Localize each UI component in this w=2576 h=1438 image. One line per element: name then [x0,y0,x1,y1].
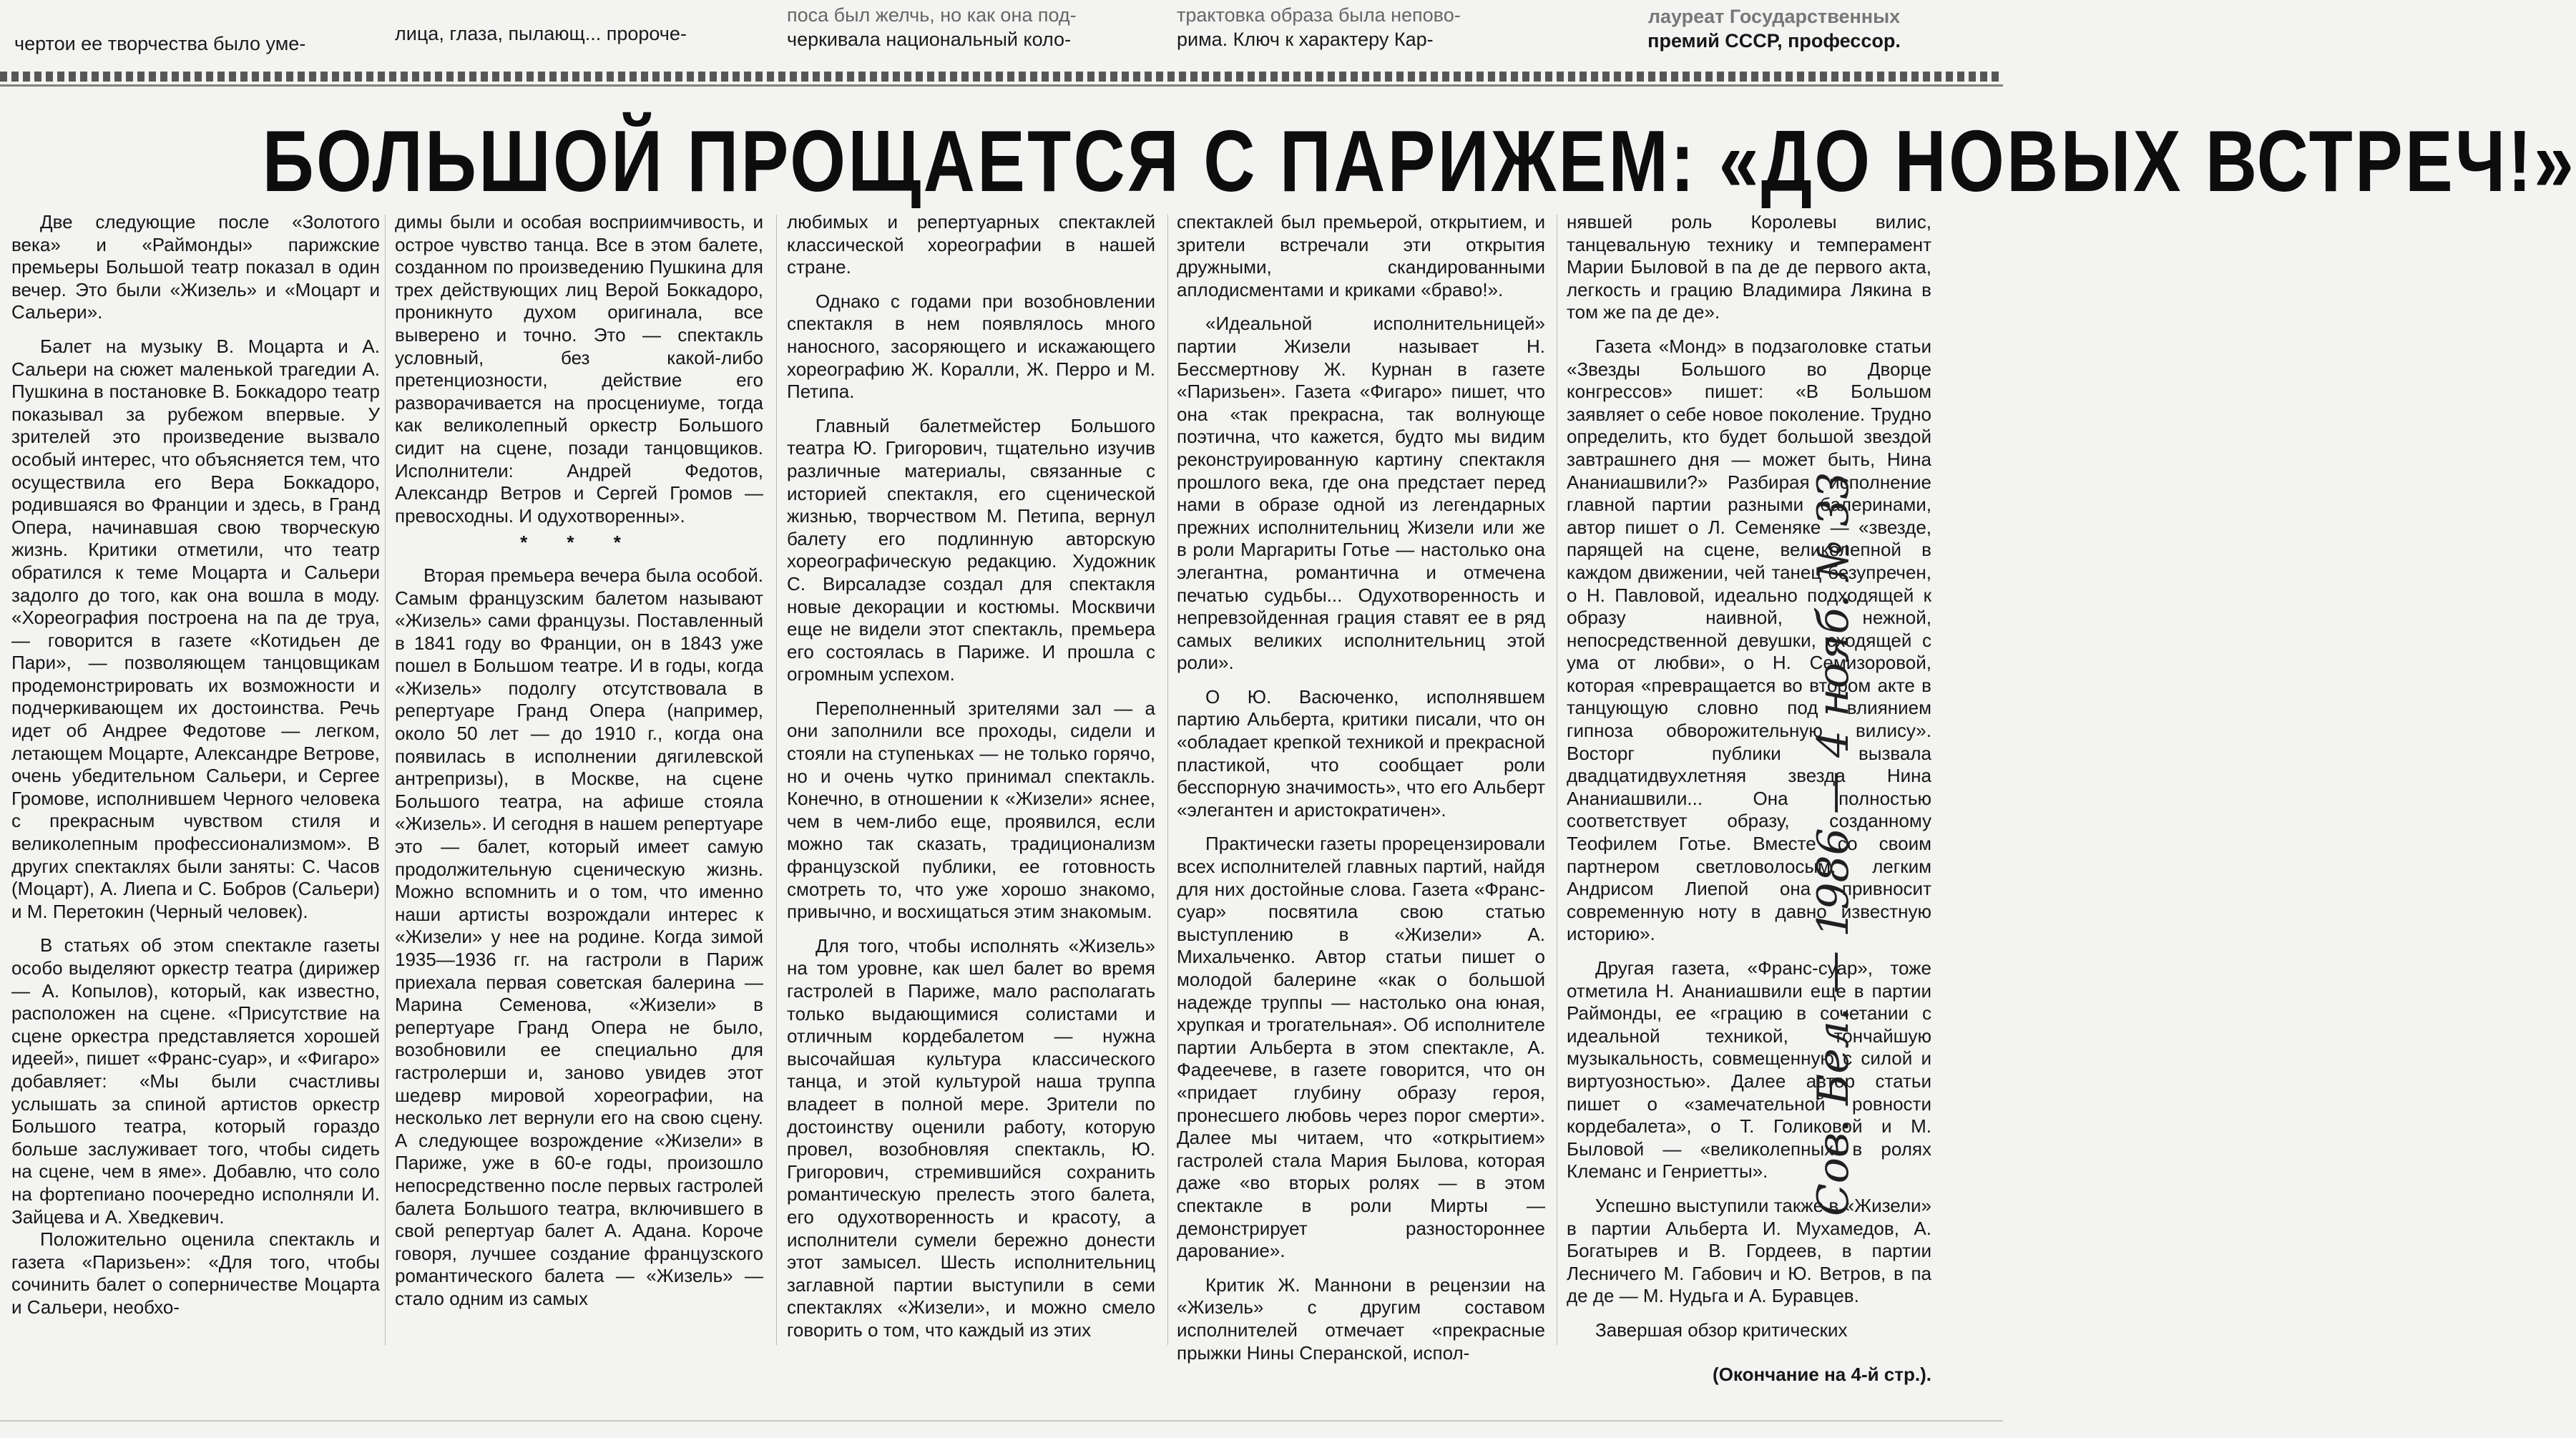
paragraph: Переполненный зрителями зал — а они заполнили все проходы, сидели и стояли на ступеньках — не только горячо, но и очень чутко принимал спектакль. Конечно, в отношении к «Жизели» яснее, чем в чем-либо еще, проявился, если можно так сказать, традиционализм французской публики, ее готовность смотреть то, что уже хорошо знакомо, привычно, и восхищаться этим знакомым. [787,697,1155,923]
paragraph: Успешно выступили также в «Жизели» в партии Альберта И. Мухамедов, А. Богатырев и В. Гордеев, в партии Лесничего М. Габович и Ю. Ветров, в па де де — М. Нудьга и А. Буравцев. [1567,1194,1931,1307]
paragraph: Газета «Монд» в подзаголовке статьи «Звезды Большого во Дворце конгрессов» пишет: «В Большом заявляет о себе новое поколение. Трудно определить, кто будет большой звездой завтрашнего дня — может быть, Нина Ананиашвили?» Разбирая исполнение главной партии разными балеринами, автор пишет о Л. Семеняке — «звезде, парящей на сцене, великолепной в каждом движении, чей танец безупречен, о Н. Павловой, идеально подходящей к образу наивной, нежной, непосредственной девушки, сходящей с ума от любви», о Н. Семизоровой, которая «превращается во втором акте в танцующую словно под влиянием гипноза обворожительную вилису». Восторг публики вызвала двадцатидвухлетняя звезда Нина Ананиашвили... Она полностью соответствует образу, созданному Теофилем Готье. Вместе со своим партнером светловолосым, легким Андрисом Лиепой она привносит современную ноту в давно известную историю». [1567,335,1931,945]
column-5 [1567,211,1931,1385]
paragraph: Другая газета, «Франс-суар», тоже отметила Н. Ананиашвили еще в партии Раймонды, ее «грацию в сочетании с идеальной техникой, тончайшую музыкальность, совмещенную с силой и виртуозностью». Далее автор статьи пишет о «замечательной ровности кордебалета», о Т. Голиковой и М. Быловой — «великолепных в ролях Клеманс и Генриетты». [1567,957,1931,1183]
previous-article-fragment [0,0,2003,68]
paragraph: димы были и особая восприимчивость, и острое чувство танца. Все в этом балете, созданном по произведению Пушкина для трех действующих лиц Верой Боккадоро, проникнуто духом оригинала, все выверено и точно. Это — спектакль условный, без какой-либо претенциозности, действие его разворачивается на просцениуме, тогда как великолепный оркестр Большого сидит на сцене, позади танцовщиков. Исполнители: Андрей Федотов, Александр Ветров и Сергей Громов — превосходны. И одухотворенны». [395,211,763,527]
paragraph: Вторая премьера вечера была особой. Самым французским балетом называют «Жизель» сами французы. Поставленный в 1841 году во Франции, он в 1843 уже пошел в Большом театре. И в годы, когда «Жизель» подолгу отсутствовала в репертуаре Гранд Опера (например, около 50 лет — до 1910 г., когда она появилась в исполнении дягилевской антрепризы), в Москве, на сцене Большого театра, на афише стояла «Жизель». И сегодня в нашем репертуаре это — балет, который имеет самую продолжительную сценическую жизнь. Можно вспомнить и о том, что именно наши артисты возрождали интерес к «Жизели» у нее на родине. Когда зимой 1935—1936 гг. на гастроли в Париж приехала первая советская балерина — Марина Семенова, «Жизели» в репертуаре Гранд Опера не было, возобновили ее специально для гастролерши и, заново увидев этот шедевр мировой хореографии, на несколько лет вернули его на свою сцену. А следующее возрождение «Жизели» в Париже, уже в 60-е годы, произошло непосредственно после первых гастролей балета Большого театра, включившего в свой репертуар балет А. Адана. Короче говоря, лучшее создание французского романтического балета — «Жизель» — стало одним из самых [395,564,763,1309]
column-1 [11,211,380,1356]
paragraph: В статьях об этом спектакле газеты особо выделяют оркестр театра (дирижер — А. Копылов), который, как известно, расположен на сцене. «Присутствие на сцене оркестра представляется хорошей идеей», пишет «Франс-суар», и «Фигаро» добавляет: «Мы были счастливы услышать за спиной артистов оркестр Большого театра, который гораздо больше заслуживает того, чтобы сидеть на сцене, чем в яме». Добавлю, что соло на фортепиано поочередно исполняли И. Зайцева и А. Хведкевич. [11,934,380,1228]
column-2 [395,211,763,1356]
paragraph: Положительно оценила спектакль и газета «Паризьен»: «Для того, чтобы сочинить балет о соперничестве Моцарта и Сальери, необхо- [11,1228,380,1318]
paragraph: Для того, чтобы исполнять «Жизель» на том уровне, как шел балет во время гастролей в Париже, мало располагать только выдающимися солистами и отличным кордебалетом — нужна высочайшая культура классического танца, и этой культурой наша труппа владеет в полной мере. Зрители по достоинству оценили работу, которую провел, возобновляя спектакль, Ю. Григорович, стремившийся сохранить романтическую прелесть этого балета, его одухотворенность и красоту, а исполнители сумели бережно донести этот замысел. Шесть исполнительниц заглавной партии выступили в семи спектаклях «Жизели», и можно смело говорить о том, что каждый из этих [787,934,1155,1341]
paragraph: О Ю. Васюченко, исполнявшем партию Альберта, критики писали, что он «обладает крепкой техникой и прекрасной пластикой, что сообщает роли бесспорную значимость», что его Альберт «элегантен и аристократичен». [1177,685,1545,821]
paragraph: Две следующие после «Золотого века» и «Раймонды» парижские премьеры Большой театр показал в один вечер. Это были «Жизель» и «Моцарт и Сальери». [11,211,380,323]
separator-line [0,84,2003,87]
handwritten-source-note: Сов. Бел. — 1986 — 4 нояб. № 33 [1808,471,1858,1216]
article-headline: БОЛЬШОЙ ПРОЩАЕТСЯ С ПАРИЖЕМ: «ДО НОВЫХ ВСТРЕЧ!» [262,112,2576,210]
scan-edge [0,1420,2003,1422]
section-break: * * * [520,532,638,554]
fragment-col1: чертои ее творчества было уме- [14,33,306,54]
paragraph: Завершая обзор критических [1595,1319,1848,1341]
paragraph: любимых и репертуарных спектаклей классической хореографии в нашей стране. [787,211,1155,278]
paragraph: Однако с годами при возобновлении спектакля в нем появлялось много наносного, засоряющего и искажающего хореографию Ж. Коралли, Ж. Перро и М. Петипа. [787,290,1155,403]
paragraph: Главный балетмейстер Большого театра Ю. Григорович, тщательно изучив различные материалы, связанные с историей спектакля, его сценической жизнью, творчеством М. Петипа, вернул балету его подлинную авторскую хореографическую редакцию. Художник С. Вирсаладзе создал для спектакля новые декорации и костюмы. Москвичи еще не видели этот спектакль, премьера его состоялась в Париже. И прошла с огромным успехом. [787,414,1155,685]
column-3 [787,211,1155,1356]
author-credentials: лауреат Государственных премий СССР, профессор. [1647,6,1901,52]
column-4 [1177,211,1545,1364]
paragraph: Критик Ж. Маннони в рецензии на «Жизель» с другим составом исполнителей отмечает «прекрасные прыжки Нины Сперанской, испол- [1177,1273,1545,1364]
fragment-col2: лица, глаза, пылающ... пророче- [395,23,687,44]
dotted-rule [0,72,2003,82]
paragraph: нявшей роль Королевы вилис, танцевальную технику и темперамент Марии Быловой в па де де первого акта, легкость и грацию Владимира Лякина в том же па де де». [1567,211,1931,323]
paragraph: Практически газеты прорецензировали всех исполнителей главных партий, найдя для них достойные слова. Газета «Франс-суар» посвятила свою статью выступлению в «Жизели» А. Михальченко. Автор статьи пишет о молодой балерине «как о большой надежде труппы — настолько она юная, хрупкая и трогательная». Об исполнителе партии Альберта в этом спектакле, А. Фадеечеве, в газете говорится, что он «придает глубину образу героя, пронесшего любовь через порог смерти». Далее мы читаем, что «открытием» гастролей стала Мария Былова, которая даже «во вторых ролях — в этом спектакле в роли Мирты — демонстрирует разностороннее дарование». [1177,833,1545,1262]
paragraph: «Идеальной исполнительницей» партии Жизели называет Н. Бессмертнову Ж. Курнан в газете «Паризьен». Газета «Фигаро» пишет, что она «так прекрасна, так волнующе поэтична, что кажется, будто мы видим реконструированную картину спектакля прошлого века, где она предстает перед нами в образе одной из легендарных прежних исполнительниц Жизели или же в роли Маргариты Готье — настолько она элегантна, романтична и отмечена печатью судьбы... Одухотворенность и непревзойденная грация ставят ее в ряд самых великих исполнительниц этой роли». [1177,313,1545,674]
column-divider [385,215,386,1345]
fragment-col4: трактовка образа была непово- рима. Ключ к характеру Кар- [1177,4,1461,50]
column-divider [776,215,777,1345]
fragment-col3: поса был желчь, но как она под- черкивала национальный коло- [787,4,1077,50]
column-divider [1167,215,1168,1345]
continuation-note: (Окончание на 4-й стр.). [1713,1363,1931,1385]
paragraph: спектаклей был премьерой, открытием, и зрители встречали эти открытия дружными, скандированными аплодисментами и криками «браво!». [1177,211,1545,300]
paragraph: Балет на музыку В. Моцарта и А. Сальери на сюжет маленькой трагедии А. Пушкина в постановке В. Боккадоро театр показывал за рубежом впервые. У зрителей это произведение вызвало особый интерес, что объясняется тем, что осуществила его Вера Боккадоро, родившаяся во Франции и здесь, в Гранд Опера, начинавшая свою творческую жизнь. Критики отметили, что театр обратился к теме Моцарта и Сальери задолго до того, как она вошла в моду. «Хореография построена на па де труа, — говорится в газете «Котидьен де Пари», — позволяющем танцовщикам продемонстрировать их возможности и подчеркивающем их достоинства. Речь идет об Андрее Федотове — легком, летающем Моцарте, Александре Ветрове, очень убедительном Сальери, и Сергее Громове, исполнившем Черного человека с прекрасным чувством стиля и великолепным профессионализмом». В других спектаклях были заняты: С. Часов (Моцарт), А. Лиепа и С. Бобров (Сальери) и М. Перетокин (Черный человек). [11,335,380,922]
